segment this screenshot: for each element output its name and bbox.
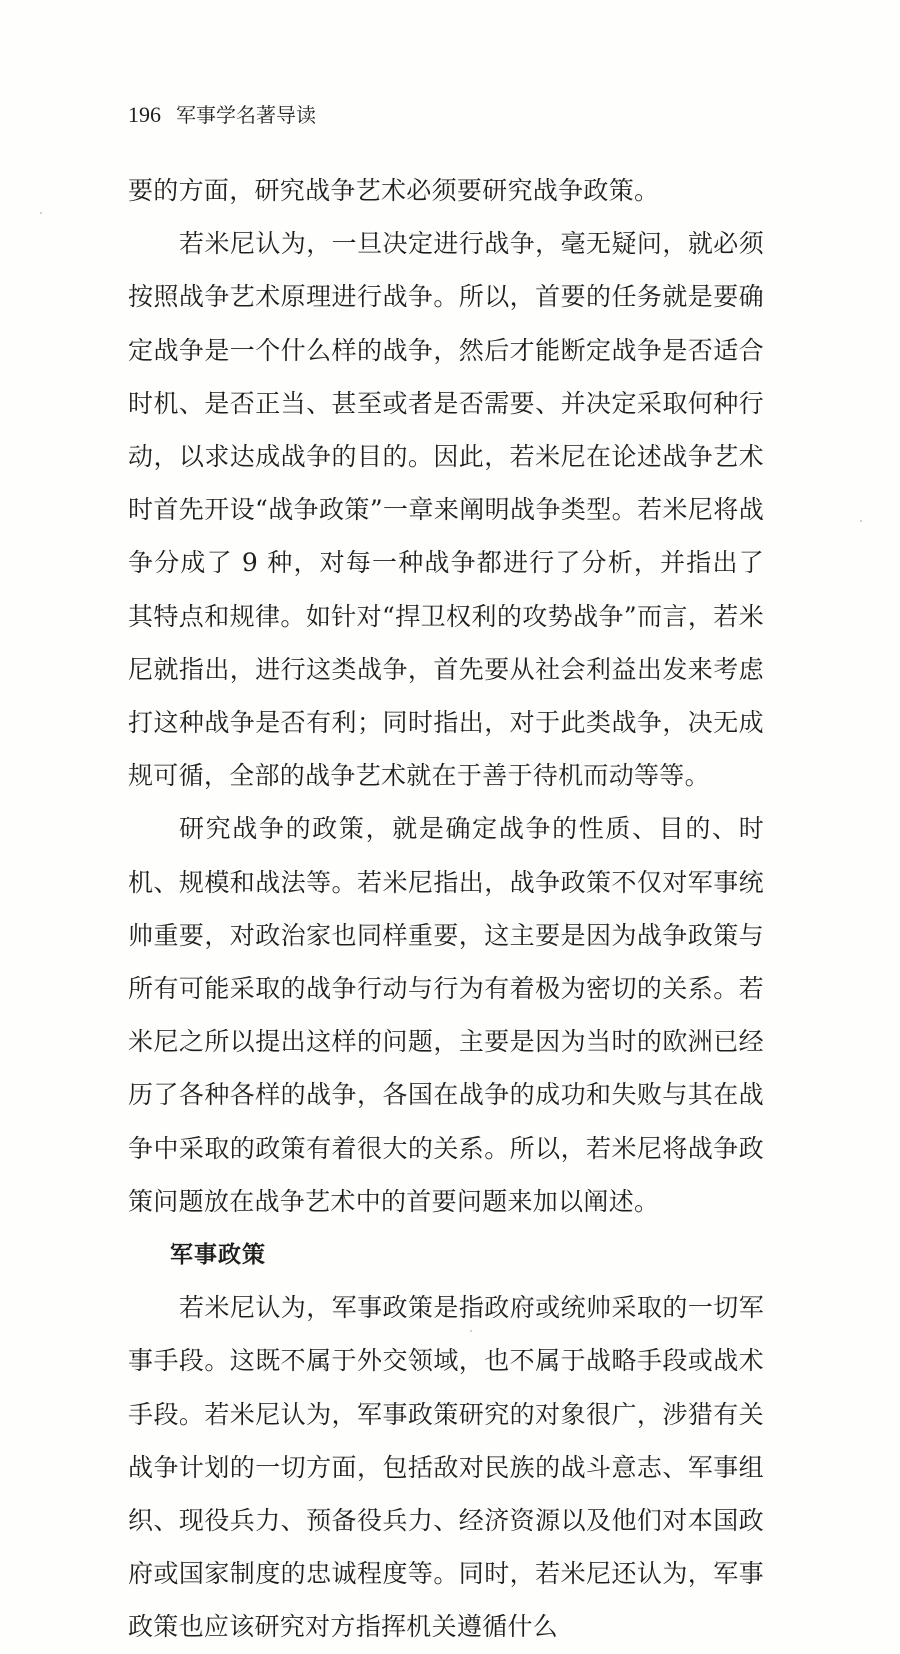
paper-speck [40,212,42,214]
book-title: 军事学名著导读 [176,103,316,127]
paragraph-continuation: 要的方面，研究战争艺术必须要研究战争政策。 [128,176,660,205]
page-number: 196 [128,102,161,127]
paper-speck [860,520,862,522]
paper-speck [470,1330,472,1332]
running-header [128,100,316,131]
section-heading-military-policy: 军事政策 [170,1241,266,1269]
paragraph-war-art-principles: 若米尼认为，一旦决定进行战争，毫无疑问，就必须按照战争艺术原理进行战争。所以，首要的任务就是要确定战争是一个什么样的战争，然后才能断定战争是否适合时机、是否正当、甚至或者是否需要、并决定采取何种行动，以求达成战争的目的。因此，若米尼在论述战争艺术时首先开设“战争政策”一章来阐明战争类型。若米尼将战争分成了 9 种，对每一种战争都进行了分析，并指出了其特点和规律。如针对“捍卫权利的攻势战争”而言，若米尼就指出，进行这类战争，首先要从社会利益出发来考虑打这种战争是否有利；同时指出，对于此类战争，决无成规可循，全部的战争艺术就在于善于待机而动等等。 [128,229,764,791]
paragraph-war-policy: 研究战争的政策，就是确定战争的性质、目的、时机、规模和战法等。若米尼指出，战争政策不仅对军事统帅重要，对政治家也同样重要，这主要是因为战争政策与所有可能采取的战争行动与行为有着极为密切的关系。若米尼之所以提出这样的问题，主要是因为当时的欧洲已经历了各种各样的战争，各国在战争的成功和失败与其在战争中采取的政策有着很大的关系。所以，若米尼将战争政策问题放在战争艺术中的首要问题来加以阐述。 [128,814,764,1216]
body-text [128,164,764,1654]
paragraph-military-policy: 若米尼认为，军事政策是指政府或统帅采取的一切军事手段。这既不属于外交领域，也不属于战略手段或战术手段。若米尼认为，军事政策研究的对象很广，涉猎有关战争计划的一切方面，包括敌对民族的战斗意志、军事组织、现役兵力、预备役兵力、经济资源以及他们对本国政府或国家制度的忠诚程度等。同时，若米尼还认为，军事政策也应该研究对方指挥机关遵循什么 [128,1293,764,1642]
